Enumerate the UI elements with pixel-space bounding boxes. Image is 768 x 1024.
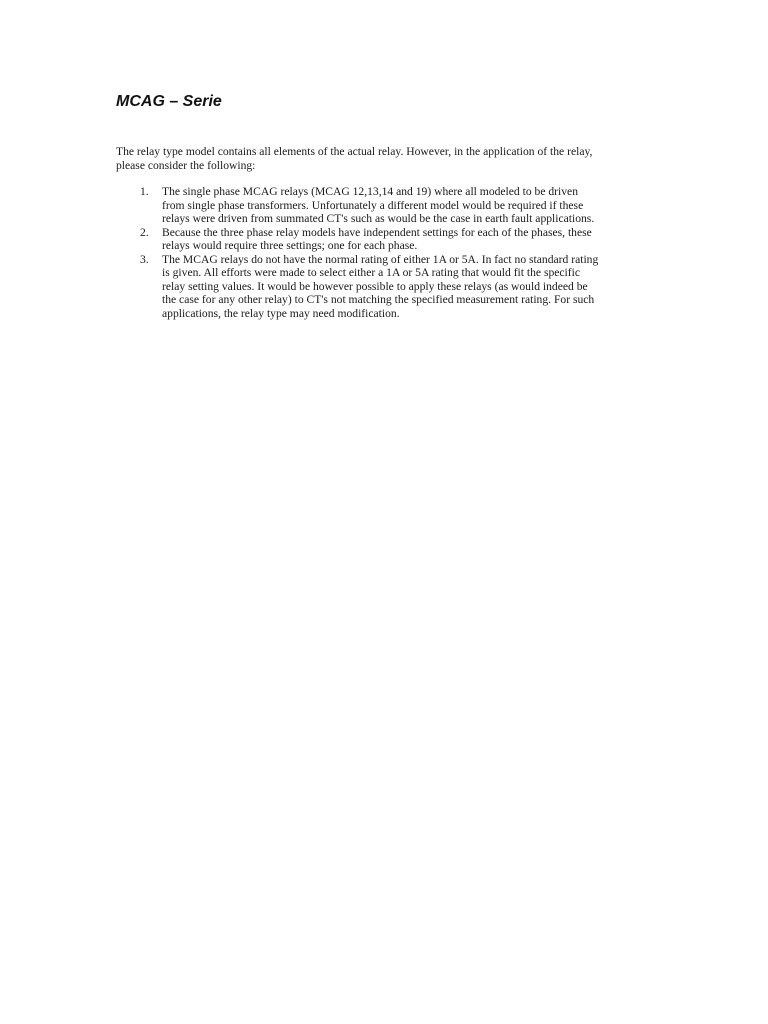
intro-line: The relay type model contains all elements of the actual relay. However, in the application of the relay, xyxy=(116,145,593,158)
list-item-line: applications, the relay type may need modification. xyxy=(162,306,400,320)
list-item-line: from single phase transformers. Unfortunately a different model would be required if these xyxy=(162,198,584,212)
list-item-line: is given. All efforts were made to select either a 1A or 5A rating that would fit the specific xyxy=(162,266,581,279)
intro-paragraph xyxy=(116,145,656,172)
list-item-line: The single phase MCAG relays (MCAG 12,13,14 and 19) where all modeled to be driven xyxy=(162,185,578,198)
list-item xyxy=(116,253,676,321)
list-item-number: 3. xyxy=(140,252,149,266)
list-item-line: Because the three phase relay models have independent settings for each of the phases, these xyxy=(162,225,592,239)
list-item-line: The MCAG relays do not have the normal rating of either 1A or 5A. In fact no standard rating xyxy=(162,252,599,266)
list-item-line: relay setting values. It would be however possible to apply these relays (as would indeed be xyxy=(162,279,588,293)
considerations-list xyxy=(116,185,676,320)
list-item xyxy=(116,185,676,226)
list-item-line: the case for any other relay) to CT's not matching the specified measurement rating. For such xyxy=(162,293,595,306)
list-item xyxy=(116,226,676,253)
document-title: MCAG – Serie xyxy=(116,93,222,110)
list-item-number: 2. xyxy=(140,225,149,239)
list-item-number: 1. xyxy=(140,185,149,198)
intro-line: please consider the following: xyxy=(116,158,256,172)
list-item-line: relays were driven from summated CT's such as would be the case in earth fault applications. xyxy=(162,212,595,225)
list-item-line: relays would require three settings; one for each phase. xyxy=(162,239,418,252)
